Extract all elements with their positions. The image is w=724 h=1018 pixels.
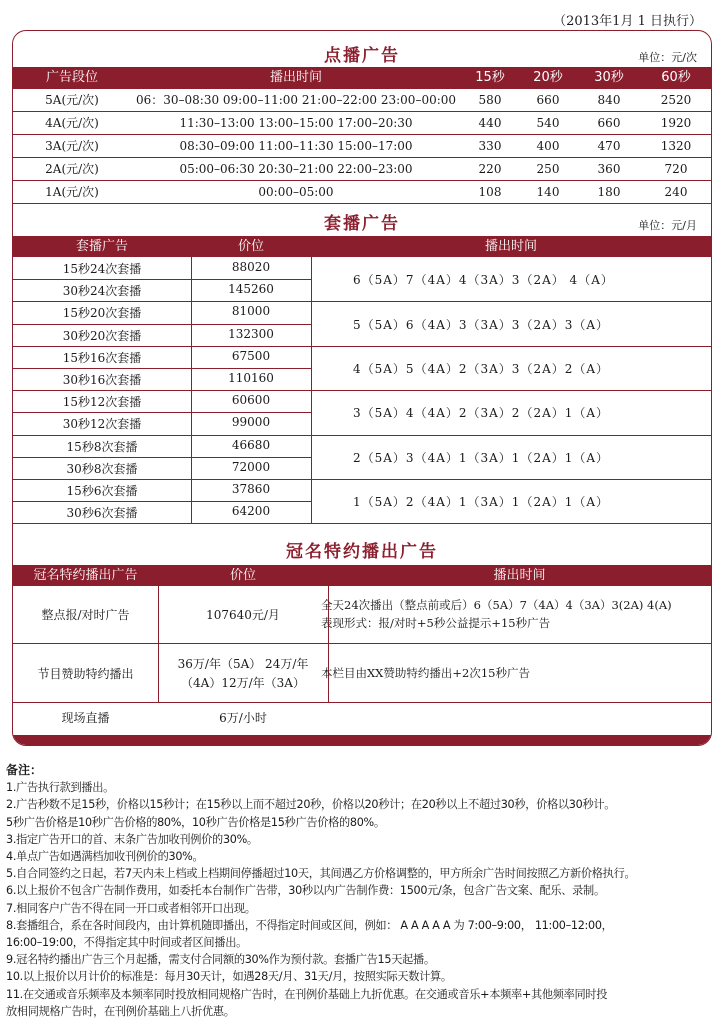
time-cell: 05:00–06:30 20:30–21:00 22:00–23:00 <box>179 162 413 176</box>
package-price: 110160 <box>228 371 274 385</box>
package-schedule: 6（5A）7（4A）4（3A）3（2A） 4（A） <box>353 273 614 288</box>
note-line: 8.套播组合，系在各时间段内，由计算机随即播出，不得指定时间或区间，例如： A A A A A 为 7:00–9:00， 11:00–12:00， <box>6 918 613 932</box>
package-price: 46680 <box>231 437 271 452</box>
package-price: 64200 <box>231 504 271 519</box>
package-row-divider <box>13 279 311 280</box>
package-name: 30秒24次套播 <box>62 284 142 299</box>
package-schedule: 5（5A）6（4A）3（3A）3（2A）3（A） <box>353 317 610 332</box>
sponsor-price-line-2: （4A）12万/年（3A） <box>181 676 305 690</box>
header-segment: 广告段位 <box>45 70 98 85</box>
price-60s: 2520 <box>660 93 692 107</box>
package-row-divider <box>13 368 311 369</box>
sponsor-time-line-2: 表现形式：报/对时+5秒公益提示+15秒广告 <box>321 616 551 630</box>
header-60s: 60秒 <box>661 70 691 85</box>
segment-cell: 4A(元/次) <box>45 116 99 130</box>
package-header <box>13 236 711 257</box>
note-line: 4.单点广告如遇满档加收刊例价的30%。 <box>6 850 204 864</box>
sponsor-time: 本栏目由XX赞助特约播出+2次15秒广告 <box>321 666 530 680</box>
header-schedule: 播出时间 <box>484 239 537 254</box>
package-schedule: 2（5A）3（4A）1（3A）1（2A）1（A） <box>353 450 610 465</box>
note-line: 16:00–19:00，不得指定其中时间或者区间播出。 <box>6 936 247 950</box>
price-15s: 330 <box>478 139 502 153</box>
package-price: 72000 <box>231 459 271 474</box>
price-20s: 140 <box>536 185 560 199</box>
header-package: 套播广告 <box>75 239 128 254</box>
note-line: 6.以上报价不包含广告制作费用，如委托本台制作广告带，30秒以内广告制作费：1500元/条，包含广告文案、配乐、录制。 <box>6 884 605 898</box>
header-time: 播出时间 <box>269 70 322 85</box>
package-price: 145260 <box>228 282 274 297</box>
package-price: 37860 <box>231 482 271 496</box>
package-schedule: 3（5A）4（4A）2（3A）2（2A）1（A） <box>353 406 610 421</box>
price-30s: 840 <box>597 93 621 107</box>
unit-label-on-demand: 单位：元/次 <box>638 51 697 64</box>
package-name: 30秒8次套播 <box>66 461 138 476</box>
price-20s: 540 <box>536 116 560 130</box>
execution-date: （2013年1月 1 日执行） <box>553 14 702 29</box>
note-line: 9.冠名特约播出广告三个月起播，需支付合同额的30%作为预付款。套播广告15天起播。 <box>6 953 435 967</box>
on-demand-row-5a <box>13 89 711 112</box>
note-line: 7.相同客户广告不得在同一开口或者相邻开口出现。 <box>6 901 256 915</box>
package-row-divider <box>13 457 311 458</box>
price-30s: 470 <box>597 139 621 153</box>
package-row-divider <box>13 435 711 436</box>
note-line: 10.以上报价以月计价的标准是：每月30天计，如遇28天/月、31天/月，按照实际天数计算。 <box>6 970 452 984</box>
time-cell: 00:00–05:00 <box>258 185 334 199</box>
sponsor-row-divider-2 <box>13 702 711 703</box>
price-15s: 220 <box>478 162 502 176</box>
segment-cell: 2A(元/次) <box>45 162 99 176</box>
sponsor-header <box>13 565 711 586</box>
frame-bottom-bar <box>13 735 711 745</box>
section-title-package: 套播广告 <box>324 214 400 234</box>
header-sponsor-time: 播出时间 <box>493 568 546 583</box>
note-line: 11.在交通或音乐频率及本频率同时投放相同规格广告时，在刊例价基础上九折优惠。在交通或音乐+本频率+其他频率同时投 <box>6 987 608 1001</box>
package-name: 15秒24次套播 <box>62 262 142 276</box>
package-name: 15秒12次套播 <box>62 395 142 410</box>
package-name: 15秒16次套播 <box>62 350 142 365</box>
on-demand-row-3a <box>13 135 711 158</box>
price-30s: 660 <box>597 116 621 130</box>
on-demand-header <box>13 67 711 89</box>
package-row-divider <box>13 479 711 480</box>
time-cell: 08:30–09:00 11:00–11:30 15:00–17:00 <box>179 139 413 153</box>
notes-title: 备注： <box>6 763 43 777</box>
package-price: 81000 <box>231 304 271 319</box>
package-row-divider <box>13 346 711 347</box>
price-15s: 440 <box>478 116 502 130</box>
segment-cell: 3A(元/次) <box>45 139 99 153</box>
sponsor-name: 现场直播 <box>61 711 110 725</box>
note-line: 放相同规格广告时，在刊例价基础上八折优惠。 <box>6 1004 235 1018</box>
package-price: 88020 <box>231 260 271 274</box>
note-line: 5.自合同签约之日起，若7天内未上档或上档期间停播超过10天，其间遇乙方价格调整的，甲方所余广告时间按照乙方新价格执行。 <box>6 867 636 881</box>
note-line: 3.指定广告开口的首、末条广告加收刊例价的30%。 <box>6 832 258 846</box>
sponsor-name: 节目赞助特约播出 <box>37 667 134 681</box>
package-row-divider <box>13 390 711 391</box>
package-name: 30秒12次套播 <box>62 417 142 432</box>
price-20s: 250 <box>536 162 560 176</box>
package-row-divider <box>13 501 311 502</box>
sponsor-row-divider-1 <box>13 643 711 644</box>
header-sponsor: 冠名特约播出广告 <box>33 568 138 583</box>
price-15s: 108 <box>478 185 502 199</box>
price-60s: 240 <box>664 185 688 199</box>
price-60s: 1320 <box>660 139 692 153</box>
segment-cell: 1A(元/次) <box>45 185 99 199</box>
price-20s: 400 <box>536 139 560 153</box>
header-price: 价位 <box>237 239 264 254</box>
notes-list <box>6 779 718 1018</box>
package-price: 99000 <box>231 415 271 430</box>
sponsor-name: 整点报/对时广告 <box>41 608 130 622</box>
package-name: 30秒6次套播 <box>66 506 138 521</box>
segment-cell: 5A(元/次) <box>45 93 99 107</box>
unit-label-package: 单位：元/月 <box>638 219 697 232</box>
note-line: 1.广告执行款到播出。 <box>6 781 115 795</box>
package-schedule: 1（5A）2（4A）1（3A）1（2A）1（A） <box>353 495 610 510</box>
package-column-divider <box>191 257 192 523</box>
header-20s: 20秒 <box>533 70 563 85</box>
price-30s: 180 <box>597 185 621 199</box>
price-15s: 580 <box>478 93 502 107</box>
section-title-on-demand: 点播广告 <box>324 46 400 66</box>
package-name: 30秒16次套播 <box>62 373 142 387</box>
package-row-divider <box>13 301 711 302</box>
time-cell: 11:30–13:00 13:00–15:00 17:00–20:30 <box>179 116 413 130</box>
package-name: 30秒20次套播 <box>62 328 142 343</box>
note-line: 5秒广告价格是10秒广告价格的80%，10秒广告价格是15秒广告价格的80%。 <box>6 815 385 829</box>
header-sponsor-price: 价位 <box>229 568 256 583</box>
package-price: 132300 <box>228 326 274 341</box>
sponsor-time-line-1: 全天24次播出（整点前或后）6（5A）7（4A）4（3A）3(2A) 4(A) <box>321 598 672 612</box>
sponsor-price: 6万/小时 <box>219 711 267 725</box>
on-demand-row-4a <box>13 112 711 135</box>
package-name: 15秒6次套播 <box>66 484 138 498</box>
on-demand-row-2a <box>13 158 711 181</box>
note-line: 2.广告秒数不足15秒，价格以15秒计；在15秒以上而不超过20秒，价格以20秒计；在20秒以上不超过30秒，价格以30秒计。 <box>6 798 616 812</box>
package-row-divider <box>13 523 711 524</box>
package-name: 15秒8次套播 <box>66 439 138 454</box>
package-schedule: 4（5A）5（4A）2（3A）3（2A）2（A） <box>353 362 610 376</box>
price-list-frame <box>12 30 712 746</box>
time-cell: 06：30–08:30 09:00–11:00 21:00–22:00 23:00–00:00 <box>135 93 457 107</box>
section-title-sponsor: 冠名特约播出广告 <box>286 542 438 562</box>
package-name: 15秒20次套播 <box>62 306 142 321</box>
header-30s: 30秒 <box>594 70 624 85</box>
sponsor-price-line-1: 36万/年（5A） 24万/年 <box>177 657 309 671</box>
package-row-divider <box>13 324 311 325</box>
package-column-divider <box>311 257 312 523</box>
on-demand-row-1a <box>13 181 711 204</box>
package-row-divider <box>13 412 311 413</box>
package-price: 67500 <box>231 348 271 363</box>
sponsor-price: 107640元/月 <box>206 608 280 622</box>
price-60s: 720 <box>664 162 688 176</box>
price-20s: 660 <box>536 93 560 107</box>
header-15s: 15秒 <box>475 70 505 85</box>
notes-section <box>6 762 718 1018</box>
price-60s: 1920 <box>660 116 692 130</box>
price-30s: 360 <box>597 162 621 176</box>
package-price: 60600 <box>231 393 271 408</box>
